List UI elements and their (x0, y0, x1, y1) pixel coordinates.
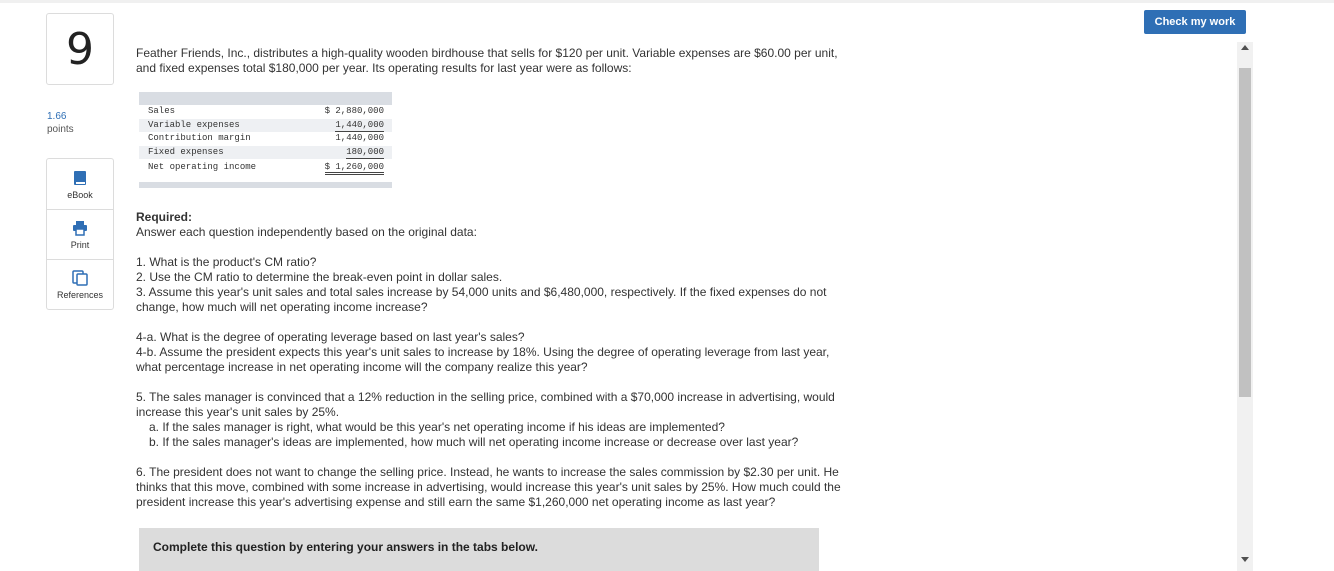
row-amount: $ 1,260,000 (325, 161, 384, 175)
scrollbar-thumb[interactable] (1239, 68, 1251, 397)
table-row (139, 132, 392, 146)
question-4b-line-1: 4-b. Assume the president expects this year's unit sales to increase by 18%. Using the degree of operating leverage from last year, (136, 345, 830, 359)
tools-panel (46, 158, 114, 310)
table-row (139, 119, 392, 133)
row-label: Fixed expenses (148, 146, 224, 157)
scroll-down-arrow-icon[interactable] (1241, 557, 1249, 562)
questions-5 (136, 390, 876, 450)
question-4a: 4-a. What is the degree of operating leverage based on last year's sales? (136, 330, 525, 344)
question-6-line-1: 6. The president does not want to change the selling price. Instead, he wants to increase the sales commission by $2.30 per unit. He (136, 465, 839, 479)
questions-4 (136, 330, 876, 375)
question-6-line-2: thinks that this move, combined with some increase in advertising, would increase this year's unit sales by 25%. How much could the (136, 480, 841, 494)
row-amount: 1,440,000 (335, 133, 384, 143)
table-row (139, 161, 392, 175)
row-amount: $ 2,880,000 (324, 106, 384, 116)
banner-text: Complete this question by entering your answers in the tabs below. (153, 540, 538, 554)
answer-tabs-banner (139, 528, 819, 571)
ebook-label: eBook (67, 189, 93, 200)
income-statement-table (139, 92, 392, 188)
top-divider (0, 0, 1334, 3)
points-label: points (47, 124, 74, 135)
points-value: 1.66 (47, 111, 67, 122)
questions-1-3 (136, 255, 876, 315)
question-5-line-1: 5. The sales manager is convinced that a 12% reduction in the selling price, combined with a $70,000 increase in advertising, would (136, 390, 835, 404)
question-1: 1. What is the product's CM ratio? (136, 255, 317, 269)
points-block (47, 110, 74, 136)
book-icon (71, 169, 89, 187)
ebook-button[interactable] (47, 159, 113, 209)
intro-line-1: Feather Friends, Inc., distributes a high-quality wooden birdhouse that sells for $120 per unit. Variable expenses are $60.00 per unit, (136, 46, 838, 60)
required-section (136, 210, 876, 240)
row-label: Contribution margin (148, 133, 251, 143)
scroll-up-arrow-icon[interactable] (1241, 45, 1249, 50)
question-4b-line-2: what percentage increase in net operating income will the company realize this year? (136, 360, 588, 374)
table-header-band (139, 92, 392, 105)
question-number: 9 (46, 13, 114, 85)
problem-intro (136, 46, 876, 76)
question-3-line-2: change, how much will net operating income increase? (136, 300, 428, 314)
table-footer-band (139, 182, 392, 188)
question-5a: a. If the sales manager is right, what would be this year's net operating income if his ideas are implemented? (149, 420, 725, 434)
required-title: Required: (136, 210, 193, 224)
row-amount: 180,000 (346, 146, 384, 160)
row-label: Sales (148, 106, 176, 116)
table-row (139, 105, 392, 119)
references-label: References (56, 290, 104, 300)
row-label: Variable expenses (148, 119, 240, 130)
question-3-line-1: 3. Assume this year's unit sales and total sales increase by 54,000 units and $6,480,000, respectively. If the fixed expenses do not (136, 285, 827, 299)
intro-line-2: and fixed expenses total $180,000 per year. Its operating results for last year were as follows: (136, 61, 632, 75)
printer-icon (71, 219, 89, 237)
print-label: Print (70, 240, 90, 250)
references-button[interactable] (47, 259, 113, 309)
references-icon (71, 269, 89, 287)
questions-6 (136, 465, 876, 510)
question-2: 2. Use the CM ratio to determine the break-even point in dollar sales. (136, 270, 503, 284)
question-5-line-2: increase this year's unit sales by 25%. (136, 405, 340, 419)
table-row (139, 146, 392, 160)
row-label: Net operating income (148, 162, 257, 172)
check-my-work-button[interactable]: Check my work (1144, 10, 1246, 34)
print-button[interactable] (47, 209, 113, 259)
row-amount: 1,440,000 (335, 119, 384, 133)
required-instruction: Answer each question independently based on the original data: (136, 225, 477, 239)
question-5b: b. If the sales manager's ideas are implemented, how much will net operating income increase or decrease over last year? (149, 435, 799, 449)
question-6-line-3: president increase this year's advertising expense and still earn the same $1,260,000 net operating income as last year? (136, 495, 776, 509)
